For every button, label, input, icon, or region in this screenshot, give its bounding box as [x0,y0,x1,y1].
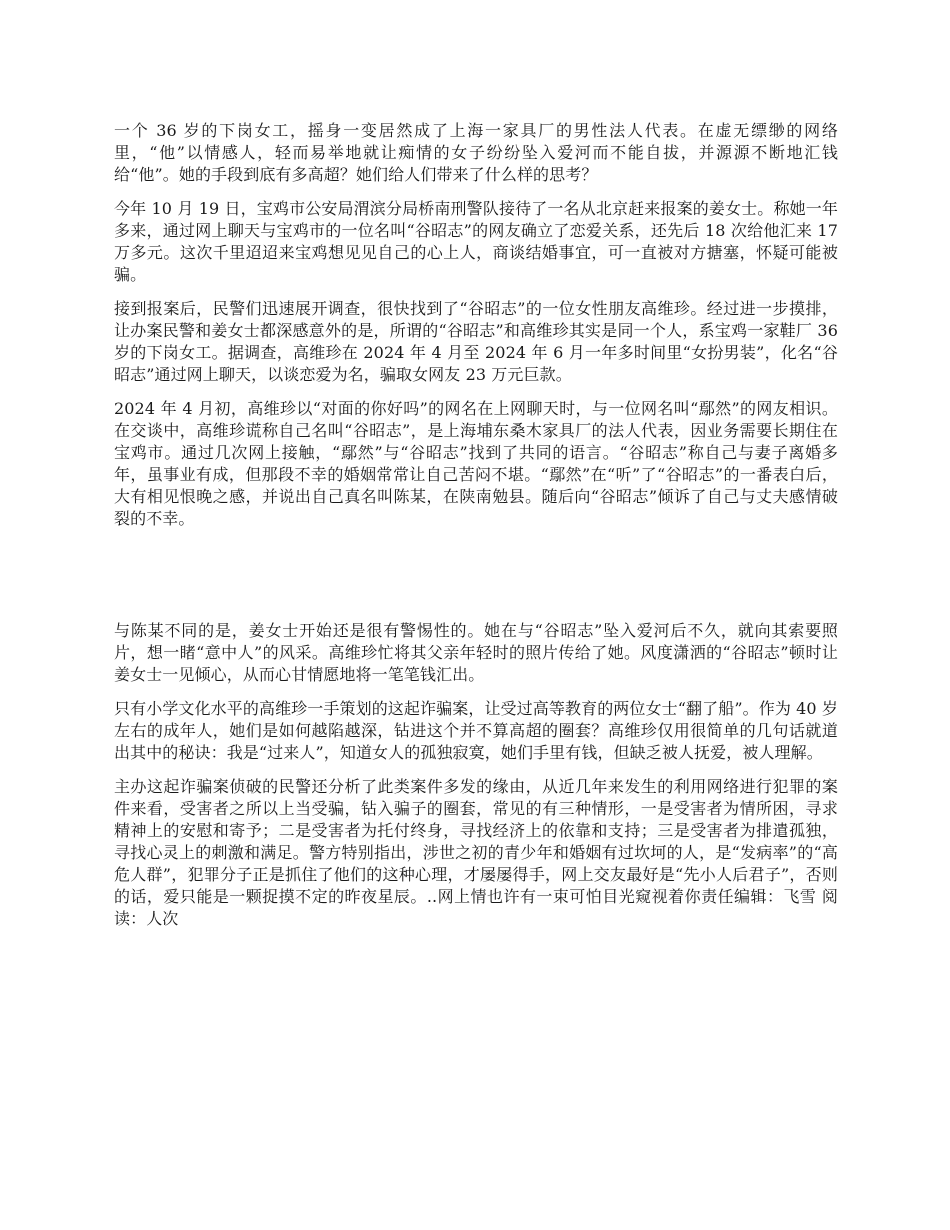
section-gap [114,542,838,620]
paragraph-secret: 只有小学文化水平的高维珍一手策划的这起诈骗案，让受过高等教育的两位女士“翻了船”。作为 40 岁左右的成年人，她们是如何越陷越深，钻进这个并不算高超的圈套？高维珍仅用很简单的几句话就道出其中的秘诀：我是“过来人”，知道女人的孤独寂寞，她们手里有钱，但缺乏被人抚爱，被人理解。 [114,699,838,762]
paragraph-acquaintance: 2024 年 4 月初，高维珍以“对面的你好吗”的网名在上网聊天时，与一位网名叫“鄢然”的网友相识。在交谈中，高维珍谎称自己名叫“谷昭志”，是上海埔东桑木家具厂的法人代表，因业务需要长期住在宝鸡市。通过几次网上接触，“鄢然”与“谷昭志”找到了共同的语言。“谷昭志”称自己与妻子离婚多年，虽事业有成，但那段不幸的婚姻常常让自己苦闷不堪。“鄢然”在“听”了“谷昭志”的一番表白后，大有相见恨晚之感，并说出自己真名叫陈某，在陕南勉县。随后向“谷昭志”倾诉了自己与丈夫感情破裂的不幸。 [114,399,838,528]
paragraph-analysis: 主办这起诈骗案侦破的民警还分析了此类案件多发的缘由，从近几年来发生的利用网络进行犯罪的案件来看，受害者之所以上当受骗，钻入骗子的圈套，常见的有三种情形，一是受害者为情所困，寻求精神上的安慰和寄予；二是受害者为托付终身，寻找经济上的依靠和支持；三是受害者为排遣孤独，寻找心灵上的刺激和满足。警方特别指出，涉世之初的青少年和婚姻有过坎坷的人，是“发病率”的“高危人群”，犯罪分子正是抓住了他们的这种心理，才屡屡得手，网上交友最好是“先小人后君子”，否则的话，爱只能是一颗捉摸不定的昨夜星辰。..网上情也许有一束可怕目光窥视着你责任编辑：飞雪 阅读：人次 [114,777,838,928]
paragraph-photo: 与陈某不同的是，姜女士开始还是很有警惕性的。她在与“谷昭志”坠入爱河后不久，就向其索要照片，想一睹“意中人”的风采。高维珍忙将其父亲年轻时的照片传给了她。风度潇洒的“谷昭志”顿时让姜女士一见倾心，从而心甘情愿地将一笔笔钱汇出。 [114,621,838,684]
paragraph-report: 今年 10 月 19 日，宝鸡市公安局渭滨分局桥南刑警队接待了一名从北京赶来报案的姜女士。称她一年多来，通过网上聊天与宝鸡市的一位名叫“谷昭志”的网友确立了恋爱关系，还先后 18 次给他汇来 17 万多元。这次千里迢迢来宝鸡想见见自己的心上人，商谈结婚事宜，可一直被对方搪塞，怀疑可能被骗。 [114,199,838,284]
paragraph-investigation: 接到报案后，民警们迅速展开调查，很快找到了“谷昭志”的一位女性朋友高维珍。经过进一步摸排，让办案民警和姜女士都深感意外的是，所谓的“谷昭志”和高维珍其实是同一个人，系宝鸡一家鞋厂 36 岁的下岗女工。据调查，高维珍在 2024 年 4 月至 2024 年 6 月一年多时间里“女扮男装”，化名“谷昭志”通过网上聊天，以谈恋爱为名，骗取女网友 23 万元巨款。 [114,299,838,384]
document-body [114,120,838,942]
paragraph-intro: 一个 36 岁的下岗女工，摇身一变居然成了上海一家具厂的男性法人代表。在虚无缥缈的网络里，“他”以情感人，轻而易举地就让痴情的女子纷纷坠入爱河而不能自拔，并源源不断地汇钱给“他”。她的手段到底有多高超？她们给人们带来了什么样的思考？ [114,121,838,184]
